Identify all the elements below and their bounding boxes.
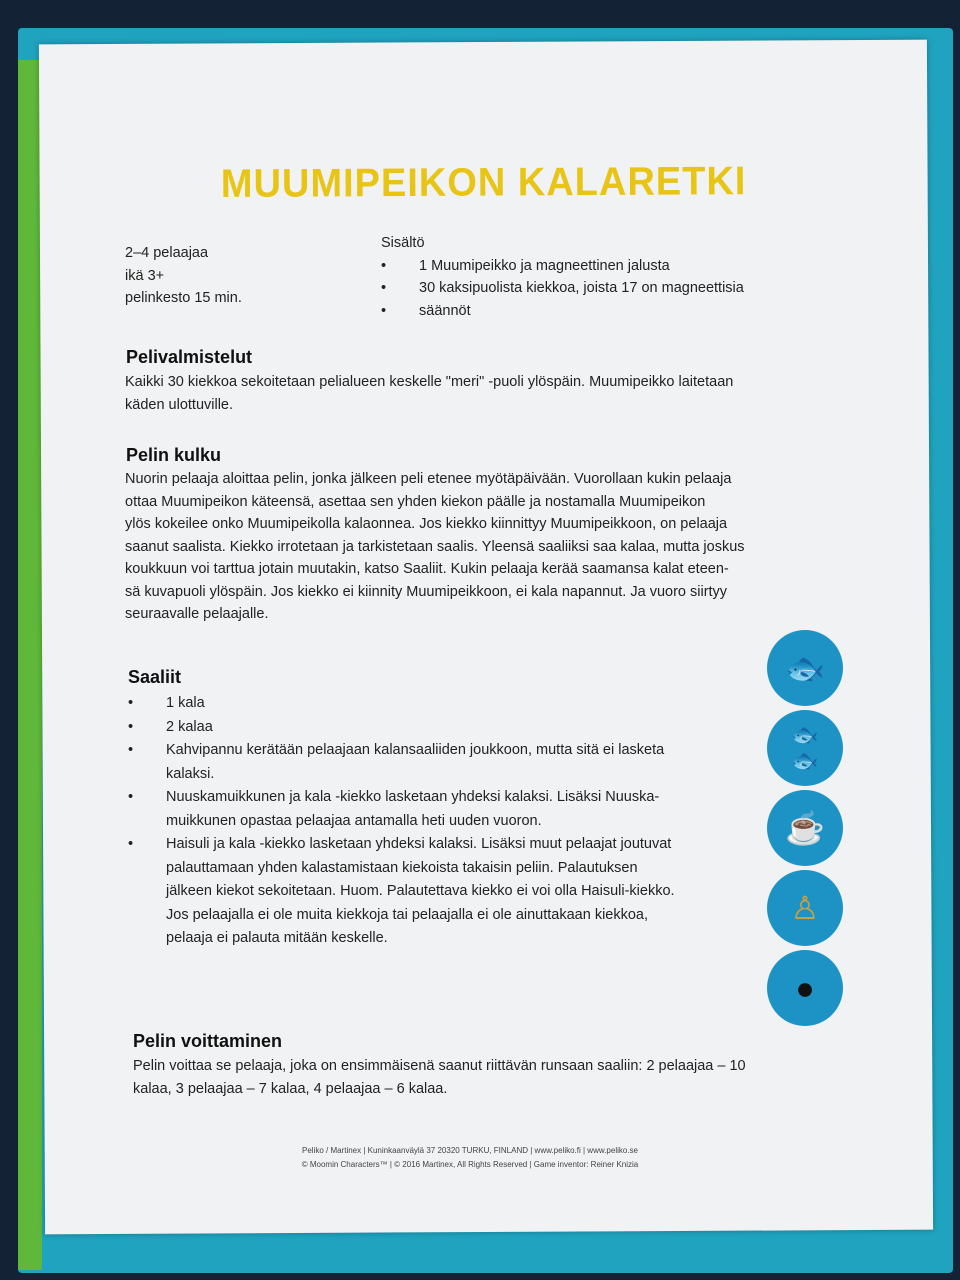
text-line: käden ulottuville.	[125, 396, 234, 413]
game-info	[125, 242, 242, 310]
text-line: • Kahvipannu kerätään pelaajaan kalansaaliiden joukkoon, mutta sitä ei lasketa	[166, 742, 665, 758]
list-item: • 1 Muumipeikko ja magneettinen jalusta	[381, 255, 744, 278]
text-line: kalaa, 3 pelaajaa – 7 kalaa, 4 pelaajaa – 6 kalaa.	[133, 1080, 448, 1097]
text-line: • 2 kalaa	[166, 718, 213, 735]
two-fish-icon: 🐟 🐟	[767, 710, 843, 786]
footer-line: © Moomin Characters™ | © 2016 Martinex, All Rights Reserved | Game inventor: Reiner Knizia	[301, 1160, 639, 1169]
text-line: Nuorin pelaaja aloittaa pelin, jonka jälkeen peli etenee myötäpäivään. Vuorollaan kukin pelaaja	[125, 471, 732, 487]
setup-heading: Pelivalmistelut	[126, 347, 253, 367]
contents	[381, 232, 744, 322]
snufkin-icon: ♙	[767, 870, 843, 946]
list-item: • 30 kaksipuolista kiekkoa, joista 17 on magneettisia	[381, 277, 744, 300]
list-item	[128, 786, 758, 833]
pike-fish-icon: 🐟	[767, 630, 843, 706]
text-line: koukkuun voi tarttua jotain muutakin, katso Saaliit. Kukin pelaaja kerää saamansa kalat eteen-	[125, 561, 729, 577]
text-line: ottaa Muumipeikon käteensä, asettaa sen yhden kiekon päälle ja nostamalla Muumipeikon	[125, 493, 706, 510]
text-line: • Nuuskamuikkunen ja kala -kiekko lasketaan yhdeksi kalaksi. Lisäksi Nuuska-	[166, 789, 660, 805]
text-line: kalaksi.	[166, 765, 215, 782]
coffee-pot-icon: ☕	[767, 790, 843, 866]
stinky-icon: ●	[767, 950, 843, 1026]
text-line: • Haisuli ja kala -kiekko lasketaan yhdeksi kalaksi. Lisäksi muut pelaajat joutuvat	[166, 836, 672, 852]
text-line: Pelin voittaa se pelaaja, joka on ensimmäisenä saanut riittävän runsaan saaliin: 2 pelaajaa – 10	[133, 1058, 746, 1074]
text-line: saanut saalista. Kiekko irrotetaan ja tarkistetaan saalis. Yleensä saaliiksi saa kalaa, mutta joskus	[125, 538, 745, 555]
duration: pelinkesto 15 min.	[125, 290, 242, 306]
catch-heading: Saaliit	[128, 667, 182, 687]
list-item	[128, 692, 758, 716]
list-item	[128, 833, 758, 951]
page-title: MUUMIPEIKON KALARETKI	[220, 159, 747, 207]
players: 2–4 pelaajaa	[125, 245, 209, 261]
win-heading: Pelin voittaminen	[133, 1031, 283, 1051]
list-item	[128, 716, 758, 740]
text-line: ylös kokeilee onko Muumipeikolla kalaonnea. Jos kiekko kiinnittyy Muumipeikkoon, on pelaaja	[125, 516, 728, 532]
text-line: muikkunen opastaa pelaajaa antamalla heti uuden vuoron.	[166, 812, 542, 829]
text-line: Kaikki 30 kiekkoa sekoitetaan pelialueen keskelle "meri" -puoli ylöspäin. Muumipeikko laitetaan	[125, 374, 734, 390]
catch-list	[128, 692, 758, 951]
footer-line: Peliko / Martinex | Kuninkaanväylä 37 20320 TURKU, FINLAND | www.peliko.fi | www.peliko.se	[301, 1146, 638, 1155]
text-line: Jos pelaajalla ei ole muita kiekkoja tai pelaajalla ei ole ainuttakaan kiekkoa,	[166, 906, 649, 923]
list-item: • säännöt	[381, 300, 744, 323]
age: ikä 3+	[125, 267, 165, 284]
win-text	[133, 1055, 746, 1100]
text-line: • 1 kala	[166, 695, 205, 711]
list-item	[128, 739, 758, 786]
text-line: jälkeen kiekot sekoitetaan. Huom. Palautettava kiekko ei voi olla Haisuli-kiekko.	[166, 883, 675, 899]
play-heading: Pelin kulku	[126, 445, 222, 465]
contents-heading: Sisältö	[381, 235, 425, 251]
setup-text	[125, 371, 733, 416]
text-line: sä kuvapuoli ylöspäin. Jos kiekko ei kiinnity Muumipeikkoon, ei kala napannut. Ja vuoro siirtyy	[125, 583, 728, 600]
text-line: palauttamaan yhden kalastamistaan kiekoista takaisin peliin. Palautuksen	[166, 859, 638, 876]
text-line: seuraavalle pelaajalle.	[125, 606, 269, 622]
play-text	[125, 468, 745, 626]
box-green-edge	[18, 60, 42, 1270]
text-line: pelaaja ei palauta mitään keskelle.	[166, 930, 388, 946]
